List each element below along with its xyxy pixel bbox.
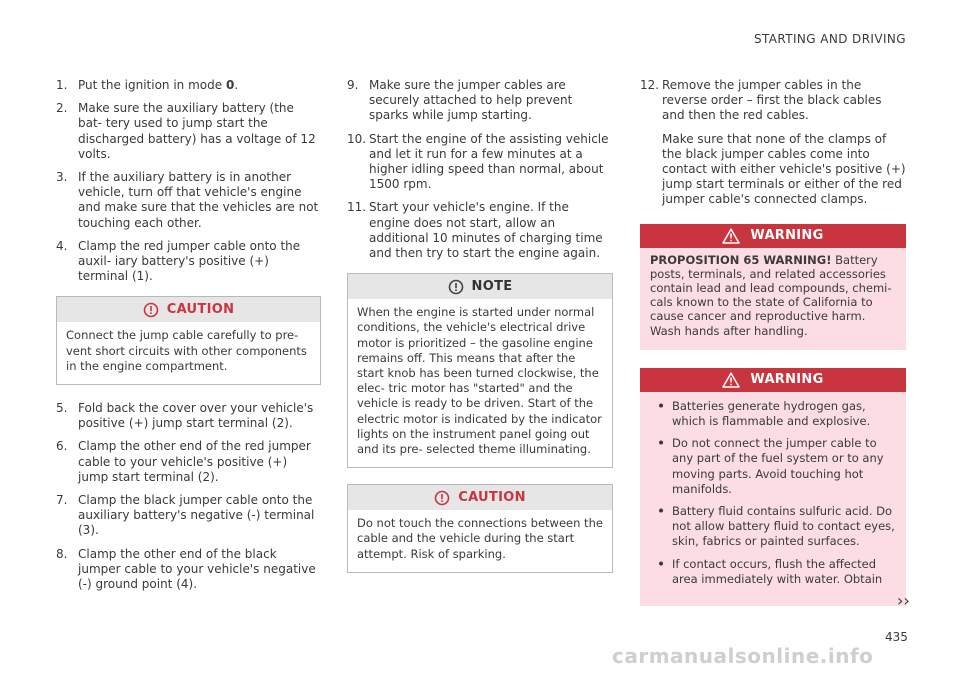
step-9: [347, 78, 613, 124]
step-number: 10.: [347, 131, 367, 146]
step-text: Put the ignition in mode: [78, 78, 226, 92]
note-title: NOTE: [471, 279, 513, 295]
step-number: 9.: [347, 78, 359, 92]
step-7: [56, 493, 321, 539]
warning-title: WARNING: [750, 372, 824, 388]
bullet-text: Batteries generate hydrogen gas, which is flammable and explosive.: [672, 398, 871, 429]
bullet-text: If contact occurs, flush the affected area immediately with water. Obtain: [672, 556, 883, 586]
caution-icon: [434, 490, 450, 506]
step-5: [56, 401, 321, 431]
caution-box: [56, 296, 321, 385]
column-1: [56, 78, 321, 600]
step-number: 1.: [56, 78, 68, 92]
step-11: [347, 200, 613, 261]
steps-list-b: [56, 401, 321, 592]
steps-list-d: [640, 78, 906, 208]
step-2: [56, 101, 321, 162]
list-item: [650, 399, 896, 429]
warning-box-2: [640, 368, 906, 606]
warning-body: [640, 392, 906, 606]
caution-text: Connect the jump cable carefully to pre- vent short circuits with other components in the engine compartment.: [66, 328, 307, 373]
step-text-end: .: [234, 78, 239, 92]
warning-text: Battery posts, terminals, and related accessories contain lead and lead compounds, chemi- cals known to the state of California to cause cancer and reproductive harm. Wash hands after handling.: [650, 252, 892, 338]
warning-body: [640, 248, 906, 350]
step-number: 3.: [56, 170, 68, 185]
step-3: [56, 170, 321, 231]
warning-title: WARNING: [750, 228, 824, 244]
note-icon: [448, 279, 464, 295]
caution-text: Do not touch the connections between the cable and the vehicle during the start attempt. Risk of sparking.: [357, 516, 603, 561]
step-number: 7.: [56, 493, 68, 508]
step-number: 2.: [56, 101, 68, 116]
column-3: [640, 78, 906, 624]
step-text: Start the engine of the assisting vehicle and let it run for a few minutes at a higher idling speed than normal, about 1500 rpm.: [369, 131, 609, 192]
warning-bullets: [650, 399, 896, 587]
step-text: Make sure the auxiliary battery (the bat- tery used to jump start the discharged battery) has a voltage of 12 volts.: [78, 101, 316, 161]
list-item: [650, 504, 896, 550]
caution-header: [57, 297, 320, 322]
step-text: If the auxiliary battery is in another vehicle, turn off that vehicle's engine and make sure that the vehicles are not touching each other.: [78, 170, 319, 230]
watermark: carmanualsonline.info: [612, 644, 874, 668]
note-text: When the engine is started under normal conditions, the vehicle's electrical drive motor is prioritized – the gasoline engine remains off. This means that after the start knob has been turned clockwise, the elec- tric motor has "started" and the vehicle is ready to be driven. Start of the electric motor is indicated by the indicator lights on the instrument panel going out and its pre- selected theme illuminating.: [357, 305, 602, 457]
prop65-label: PROPOSITION 65 WARNING!: [650, 252, 832, 267]
step-12: [640, 78, 906, 208]
bullet-text: Do not connect the jumper cable to any part of the fuel system or to any moving parts. Avoid touching hot manifolds.: [672, 436, 884, 496]
step-6: [56, 439, 321, 485]
step-number: 12.: [640, 78, 660, 92]
caution-box-2: [347, 484, 613, 573]
warning-header: [640, 368, 906, 392]
list-item: [650, 557, 896, 587]
step-text: Clamp the other end of the red jumper cable to your vehicle's positive (+) jump start terminal (2).: [78, 439, 311, 484]
steps-list-a: [56, 78, 321, 284]
step-text: Remove the jumper cables in the reverse order – first the black cables and then the red cables.: [662, 78, 882, 123]
caution-icon: [143, 302, 159, 318]
step-1: [56, 78, 321, 93]
continue-arrows-icon: ››: [897, 591, 910, 610]
warning-triangle-icon: [722, 372, 740, 388]
bullet-icon: •: [657, 398, 665, 413]
note-box: [347, 273, 613, 468]
steps-list-c: [347, 78, 613, 261]
step-number: 11.: [347, 200, 367, 215]
bullet-icon: •: [657, 504, 665, 519]
step-4: [56, 239, 321, 285]
caution-header: [348, 485, 612, 510]
step-number: 8.: [56, 546, 68, 561]
step-text: Make sure the jumper cables are securely attached to help prevent sparks while jump starting.: [369, 78, 573, 123]
bullet-icon: •: [657, 556, 665, 571]
step-text: Fold back the cover over your vehicle's positive (+) jump start terminal (2).: [78, 401, 314, 431]
caution-title: CAUTION: [458, 490, 526, 506]
bullet-text: Battery fluid contains sulfuric acid. Do not allow battery fluid to contact eyes, skin, fabrics or painted surfaces.: [672, 504, 895, 549]
page-header: STARTING AND DRIVING: [753, 32, 906, 46]
step-text: Clamp the black jumper cable onto the auxiliary battery's negative (-) terminal (3).: [78, 493, 315, 538]
step-8: [56, 547, 321, 593]
step-text: Clamp the red jumper cable onto the auxil- iary battery's positive (+) terminal (1).: [78, 238, 301, 284]
step-10: [347, 132, 613, 193]
step-extra-text: Make sure that none of the clamps of the black jumper cables come into contact with either vehicle's positive (+) jump start terminals or either of the red jumper cable's connected clamps.: [662, 131, 906, 207]
warning-header: [640, 224, 906, 248]
mode-value: 0: [225, 78, 235, 92]
bullet-icon: •: [657, 436, 665, 451]
step-body: [662, 78, 906, 208]
list-item: [650, 436, 896, 497]
step-number: 4.: [56, 238, 68, 253]
warning-box-1: [640, 224, 906, 350]
step-text: Clamp the other end of the black jumper cable to your vehicle's negative (-) ground point (4).: [78, 546, 316, 592]
note-header: [348, 274, 612, 299]
warning-triangle-icon: [722, 228, 740, 244]
step-number: 5.: [56, 401, 68, 416]
page-number: 435: [885, 630, 908, 644]
caution-title: CAUTION: [166, 302, 235, 318]
column-2: [347, 78, 613, 589]
step-number: 6.: [56, 439, 68, 454]
step-text: Start your vehicle's engine. If the engine does not start, allow an additional 10 minutes of charging time and then try to start the engine again.: [369, 200, 603, 261]
